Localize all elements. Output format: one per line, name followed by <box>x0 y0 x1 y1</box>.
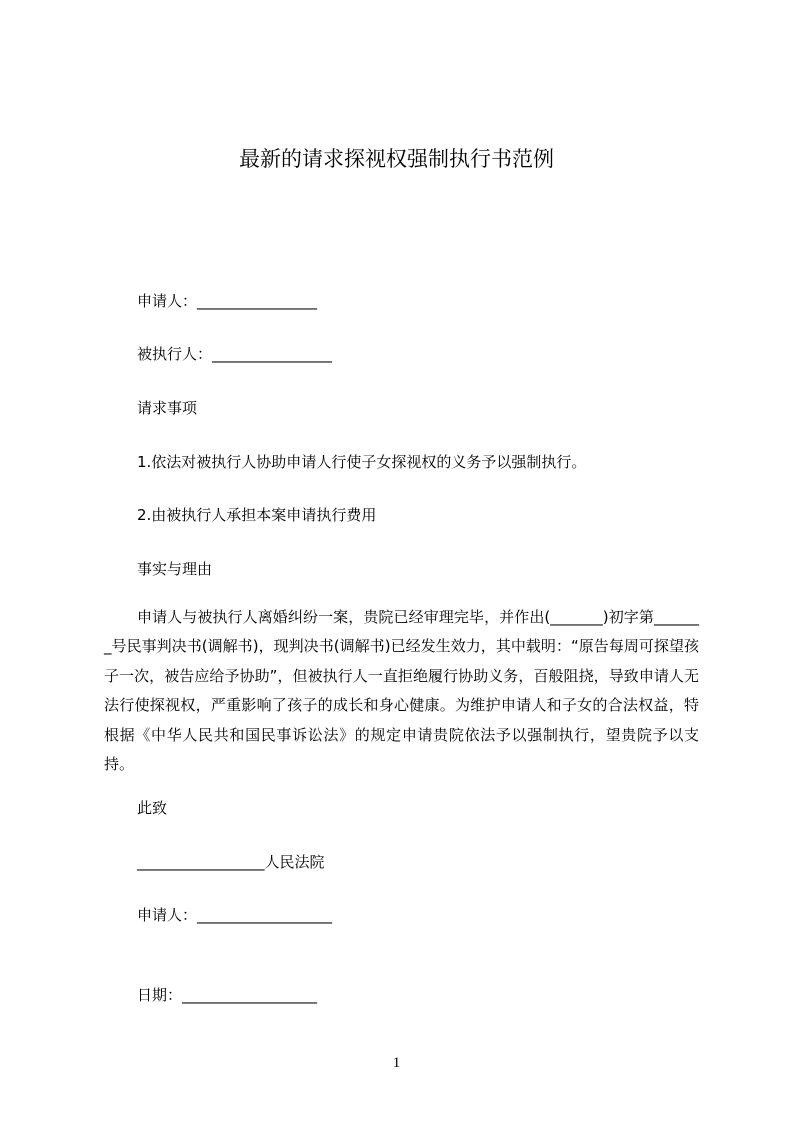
applicant-line: 申请人：________________ <box>137 292 318 310</box>
court-line: _________________人民法院 <box>137 853 325 871</box>
date-line: 日期：__________________ <box>137 986 318 1004</box>
request-item-2: 2.由被执行人承担本案申请执行费用 <box>137 506 377 524</box>
request-item-1: 1.依法对被执行人协助申请人行使子女探视权的义务予以强制执行。 <box>137 453 587 471</box>
page-number: 1 <box>392 1055 401 1071</box>
respondent-line: 被执行人：________________ <box>137 345 333 363</box>
signature-line: 申请人：__________________ <box>137 906 333 924</box>
document-title: 最新的请求探视权强制执行书范例 <box>239 147 554 171</box>
facts-body: 申请人与被执行人离婚纠纷一案，贵院已经审理完毕，并作出(_______)初字第_______号民事判决书(调解书)，现判决书(调解书)已经发生效力，其中载明：“原告每周可探望孩子一次，被告应给予协助”，但被执行人一直拒绝履行协助义务，百般阻挠，导致申请人无法行使探视权，严重影响了孩子的成长和身心健康。为维护申请人和子女的合法权益，特根据《中华人民共和国民事诉讼法》的规定申请贵院依法予以强制执行，望贵院予以支持。 <box>104 608 699 774</box>
request-heading: 请求事项 <box>137 399 198 417</box>
facts-heading: 事实与理由 <box>137 560 213 578</box>
salutation: 此致 <box>137 799 168 817</box>
